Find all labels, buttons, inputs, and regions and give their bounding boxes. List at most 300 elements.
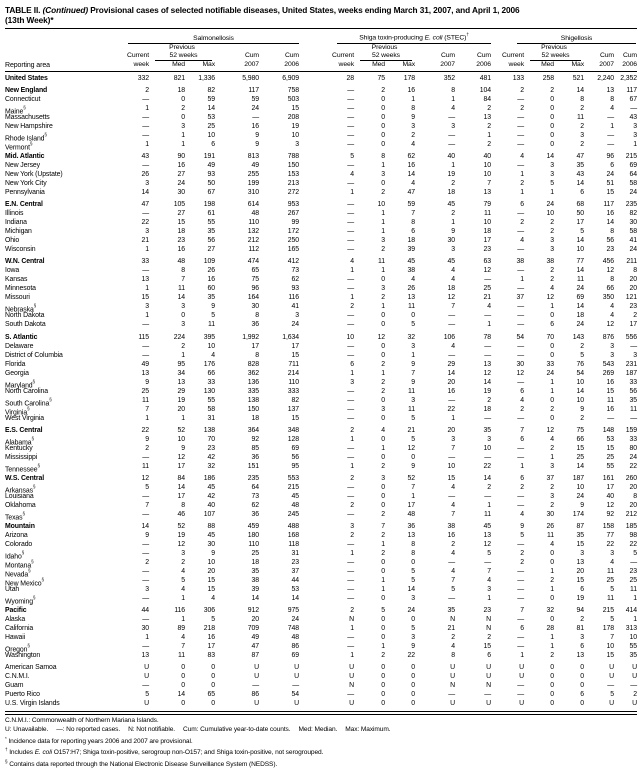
reporting-area-label: E.N. Central [5,201,43,209]
data-cell: 54 [516,333,524,341]
data-cell: 10 [576,483,584,491]
data-cell: 66 [576,435,584,443]
data-cell: — [607,140,614,148]
data-cell: 250 [287,237,299,245]
data-cell: 10 [483,170,491,178]
title-rule [5,28,637,29]
data-cell: 4 [451,483,455,491]
data-cell: 3 [145,179,149,187]
data-cell: 1 [145,104,149,112]
data-cell: — [347,246,354,254]
data-cell: 0 [381,595,385,603]
data-cell: 18 [251,414,259,422]
data-cell: — [347,86,354,94]
data-cell: U [519,673,524,681]
data-cell: 0 [550,559,554,567]
data-cell: 0 [381,179,385,187]
previous-label: Previous [371,43,398,51]
data-cell: 1 [381,161,385,169]
data-cell: 11 [408,405,415,413]
data-cell: — [484,276,491,284]
reporting-area-label: Washington [5,652,41,660]
reporting-area-label: South Dakota [5,321,46,329]
data-cell: 4 [350,170,354,178]
data-cell: — [448,140,455,148]
data-cell: 28 [346,74,354,82]
data-cell: 16 [606,378,614,386]
data-cell: — [484,559,491,567]
year-2007-label: 2007 [244,60,259,68]
data-cell: 5 [487,550,491,558]
data-cell: 3 [550,246,554,254]
reporting-area-label: New Jersey [5,161,40,169]
data-cell: 15 [576,577,584,585]
data-cell: 2 [580,616,584,624]
table-row [5,681,637,690]
data-cell: 2 [580,342,584,350]
table-row [5,369,637,378]
cum-label: Cum [622,51,637,59]
data-cell: 13 [141,652,149,660]
data-cell: 116 [288,294,299,302]
data-cell: U [632,664,637,672]
data-cell: 1 [520,652,524,660]
data-cell: 39 [251,586,259,594]
data-cell: 37 [291,568,299,576]
data-cell: 6 [580,643,584,651]
data-cell: 8 [451,652,455,660]
data-cell: 24 [291,321,299,329]
data-cell: 48 [251,210,259,218]
data-cell: 14 [251,595,259,603]
footnote-legend [5,726,637,735]
data-cell: 15 [207,577,215,585]
table-row [5,188,637,197]
data-cell: — [142,453,149,461]
data-cell: U [254,664,259,672]
data-cell: 11 [484,510,491,518]
data-cell: U [609,673,614,681]
footnote-marker: § [21,550,25,556]
data-cell: 59 [251,95,259,103]
data-cell: 2 [520,179,524,187]
data-cell: 3 [181,321,185,329]
data-cell: 12 [177,541,185,549]
data-cell: 4 [181,568,185,576]
data-cell: 2 [350,501,354,509]
data-cell: 36 [407,523,415,531]
data-cell: 0 [550,104,554,112]
data-cell: 8 [451,86,455,94]
data-cell: U [144,700,149,708]
data-cell: 75 [377,74,385,82]
data-cell: 0 [381,616,385,624]
data-cell: 6 [211,140,215,148]
data-cell: 2 [350,426,354,434]
data-cell: 14 [576,86,584,94]
data-cell: 3 [381,285,385,293]
data-cell: 37 [516,294,524,302]
data-cell: 68 [576,201,584,209]
reporting-area-label: American Samoa [5,664,57,672]
data-cell: — [142,550,149,558]
data-cell: 25 [207,122,215,130]
data-cell: — [448,312,455,320]
data-cell: 235 [625,201,637,209]
data-cell: 6 [520,435,524,443]
table-row [5,284,637,293]
data-cell: 4 [550,285,554,293]
data-cell: 5 [411,625,415,633]
data-cell: 1 [381,444,385,452]
data-cell: — [142,321,149,329]
data-cell: 7 [145,405,149,413]
data-cell: 3 [350,378,354,386]
data-cell: 10 [207,342,215,350]
data-cell: 4 [610,303,614,311]
data-cell: 8 [633,267,637,275]
data-cell: 3 [610,351,614,359]
data-cell: 14 [141,523,149,531]
data-cell: 11 [408,387,415,395]
data-cell: 7 [411,483,415,491]
data-cell: U [632,673,637,681]
data-cell: 17 [483,237,491,245]
data-cell: 0 [550,122,554,130]
data-cell: — [517,161,524,169]
data-cell: 2 [633,691,637,699]
reporting-area-label: Rhode Island§ [5,131,47,143]
data-cell: 3 [580,550,584,558]
data-cell: 3 [350,523,354,531]
data-cell: 14 [606,219,614,227]
data-cell: — [517,691,524,699]
data-cell: 43 [576,170,584,178]
data-cell: 18 [576,312,584,320]
data-cell: 60 [207,285,215,293]
data-cell: 912 [247,607,259,615]
data-cell: 8 [411,550,415,558]
data-cell: 18 [177,228,185,236]
data-cell: — [517,634,524,642]
data-cell: 7 [181,643,185,651]
data-cell: — [517,303,524,311]
data-cell: 0 [550,595,554,603]
data-cell: — [517,595,524,603]
data-cell: 2 [181,104,185,112]
data-cell: 474 [247,258,259,266]
data-cell: — [484,691,491,699]
table-row [5,663,637,672]
text-segment: Provisional cases of selected notifiable diseases, United States, weeks ending March 31, 2007, and April 1, 2006 [88,5,520,15]
data-cell: 5 [211,312,215,320]
text-segment: (STEC) [442,34,467,42]
data-cell: 21 [447,625,455,633]
cum-label: Cum [284,51,299,59]
data-cell: 0 [181,95,185,103]
data-cell: 37 [546,474,554,482]
data-cell: 3 [295,140,299,148]
data-cell: 1 [520,188,524,196]
data-cell: 711 [288,360,299,368]
data-cell: 3 [295,312,299,320]
data-cell: 77 [576,258,584,266]
data-cell: 96 [251,285,259,293]
reporting-area-label: District of Columbia [5,351,63,359]
data-cell: 1 [350,550,354,558]
data-cell: 459 [247,523,259,531]
data-cell: — [347,104,354,112]
data-cell: 35 [207,294,215,302]
data-cell: 10 [207,131,215,139]
table-row [5,257,637,266]
weeks52-label: 52 weeks [530,52,581,61]
reporting-area-label: Nevada§ [5,568,31,579]
data-cell: 22 [629,541,637,549]
data-cell: 36 [251,453,259,461]
data-cell: 12 [141,474,149,482]
data-cell: 2 [145,559,149,567]
table-row [5,585,637,594]
data-cell: 20 [447,378,455,386]
data-cell: — [142,210,149,218]
data-cell: 9 [411,360,415,368]
data-cell: 11 [142,396,149,404]
reporting-area-label: Puerto Rico [5,691,40,699]
data-cell: 0 [550,312,554,320]
data-cell: 18 [407,237,415,245]
data-cell: 24 [629,453,637,461]
data-cell: 16 [447,532,455,540]
data-cell: 117 [626,86,637,94]
data-cell: 17 [177,492,185,500]
table-title [5,5,637,26]
data-cell: 14 [576,267,584,275]
data-cell: U [254,673,259,681]
data-cell: 828 [247,360,259,368]
data-cell: 2 [181,559,185,567]
data-cell: 24 [576,492,584,500]
data-cell: — [347,414,354,422]
data-cell: 54 [576,369,584,377]
data-cell: 0 [181,312,185,320]
text-segment: O157:H7; Shiga toxin-positive, serogroup non-O157; and Shiga toxin-positive, not serogrouped. [51,749,324,757]
data-cell: 26 [141,170,149,178]
data-cell: 0 [550,396,554,404]
data-cell: 30 [251,303,259,311]
data-cell: 46 [177,510,185,518]
data-cell: 1 [520,276,524,284]
reporting-area-label: U.S. Virgin Islands [5,700,60,708]
footnote-marker: § [41,577,44,583]
data-cell: 2 [550,652,554,660]
data-cell: 22 [447,405,455,413]
data-cell: 3 [550,170,554,178]
data-cell: 90 [177,152,185,160]
data-cell: 4 [181,586,185,594]
data-cell: — [517,131,524,139]
data-cell: 9 [181,444,185,452]
data-cell: 25 [141,387,149,395]
data-cell: 0 [550,550,554,558]
data-cell: 11 [142,462,149,470]
data-cell: 481 [479,74,491,82]
data-cell: 18 [483,228,491,236]
data-cell: 5 [550,179,554,187]
data-cell: 14 [177,483,185,491]
data-cell: 0 [411,453,415,461]
data-cell: 2 [487,396,491,404]
data-cell: 25 [483,285,491,293]
data-cell: 27 [177,170,185,178]
data-cell: 9 [255,131,259,139]
data-cell: 5 [145,691,149,699]
data-cell: — [347,444,354,452]
data-cell: 4 [451,643,455,651]
data-cell: 3 [381,170,385,178]
data-cell: 17 [576,219,584,227]
footnote-line [5,735,637,747]
data-cell: 84 [177,474,185,482]
data-cell: 2 [350,303,354,311]
data-cell: 63 [483,258,491,266]
data-cell: — [347,568,354,576]
data-cell: 28 [546,625,554,633]
data-cell: 0 [181,682,185,690]
reporting-area-label: Iowa [5,267,20,275]
data-cell: 38 [546,258,554,266]
weeks52-label: 52 weeks [360,52,412,61]
data-cell: 4 [181,634,185,642]
data-cell: 7 [411,210,415,218]
data-cell: 1 [350,462,354,470]
data-cell: 0 [181,700,185,708]
reporting-area-label: California [5,625,34,633]
footnote-marker: † [5,747,8,753]
data-cell: 24 [576,321,584,329]
table-row [5,152,637,161]
data-cell: 0 [580,682,584,690]
data-cell: 75 [251,276,259,284]
data-cell: 0 [211,673,215,681]
data-cell: 3 [487,435,491,443]
reporting-area-label: New York (Upstate) [5,170,63,178]
data-cell: 18 [177,86,185,94]
reporting-area-label: Delaware [5,342,34,350]
data-cell: N [486,616,491,624]
data-cell: 158 [602,523,614,531]
data-cell: 10 [483,444,491,452]
data-cell: — [517,246,524,254]
data-cell: — [347,161,354,169]
data-cell: 16 [177,161,185,169]
data-cell: 8 [610,228,614,236]
data-cell: 1,336 [198,74,215,82]
data-cell: 121 [625,294,637,302]
data-cell: 52 [177,523,185,531]
data-cell: 7 [451,444,455,452]
data-cell: 5 [520,532,524,540]
reporting-area-label: Mountain [5,523,35,531]
cum-label: Cum [599,51,614,59]
data-cell: 12 [483,267,491,275]
data-cell: 32 [407,333,415,341]
data-cell: 86 [251,691,259,699]
data-cell: 0 [580,700,584,708]
table-row [5,245,637,254]
data-cell: U [519,700,524,708]
data-cell: — [484,453,491,461]
data-cell: 168 [287,532,299,540]
reporting-area-label: Mississippi [5,453,38,461]
data-cell: 1 [550,634,554,642]
data-cell: 3 [550,237,554,245]
data-cell: 2 [520,559,524,567]
data-cell: — [347,691,354,699]
data-cell: 2 [381,188,385,196]
data-cell: 24 [407,607,415,615]
data-cell: 20 [629,276,637,284]
data-cell: 8 [255,312,259,320]
data-cell: 4 [520,237,524,245]
data-cell: 66 [606,285,614,293]
data-cell: 521 [572,74,584,82]
data-cell: 13 [141,276,149,284]
data-cell: 8 [411,219,415,227]
data-cell: 43 [141,152,149,160]
data-cell: 8 [633,492,637,500]
data-cell: 2 [550,444,554,452]
data-cell: 1 [451,161,455,169]
reporting-area-label: Alabama§ [5,435,34,447]
data-cell: 2 [451,541,455,549]
data-cell: 1 [451,95,455,103]
table-row [5,492,637,501]
data-cell: 56 [207,237,215,245]
data-cell: 1 [550,568,554,576]
data-cell: 5 [145,483,149,491]
data-cell: 0 [550,95,554,103]
data-cell: — [484,351,491,359]
data-cell: 17 [407,501,415,509]
data-cell: 75 [576,426,584,434]
data-cell: 110 [248,541,259,549]
data-cell: 0 [381,682,385,690]
data-cell: 231 [625,360,637,368]
data-cell: — [630,342,637,350]
data-cell: 64 [251,483,259,491]
data-cell: 138 [203,426,215,434]
data-cell: N [486,625,491,633]
data-cell: 42 [207,492,215,500]
footnote-marker: § [32,483,36,489]
data-cell: 503 [287,95,299,103]
data-cell: 3 [633,122,637,130]
data-cell: — [517,312,524,320]
data-cell: 132 [247,228,259,236]
data-cell: U [349,700,354,708]
data-cell: 1 [411,492,415,500]
table-row [5,615,637,624]
data-cell: 45 [291,492,299,500]
text-segment: Shigellosis [560,34,593,42]
data-cell: 11 [208,321,215,329]
data-cell: — [448,113,455,121]
data-cell: 5 [411,435,415,443]
data-cell: U [349,664,354,672]
data-cell: 1 [350,188,354,196]
table-row [5,200,637,209]
